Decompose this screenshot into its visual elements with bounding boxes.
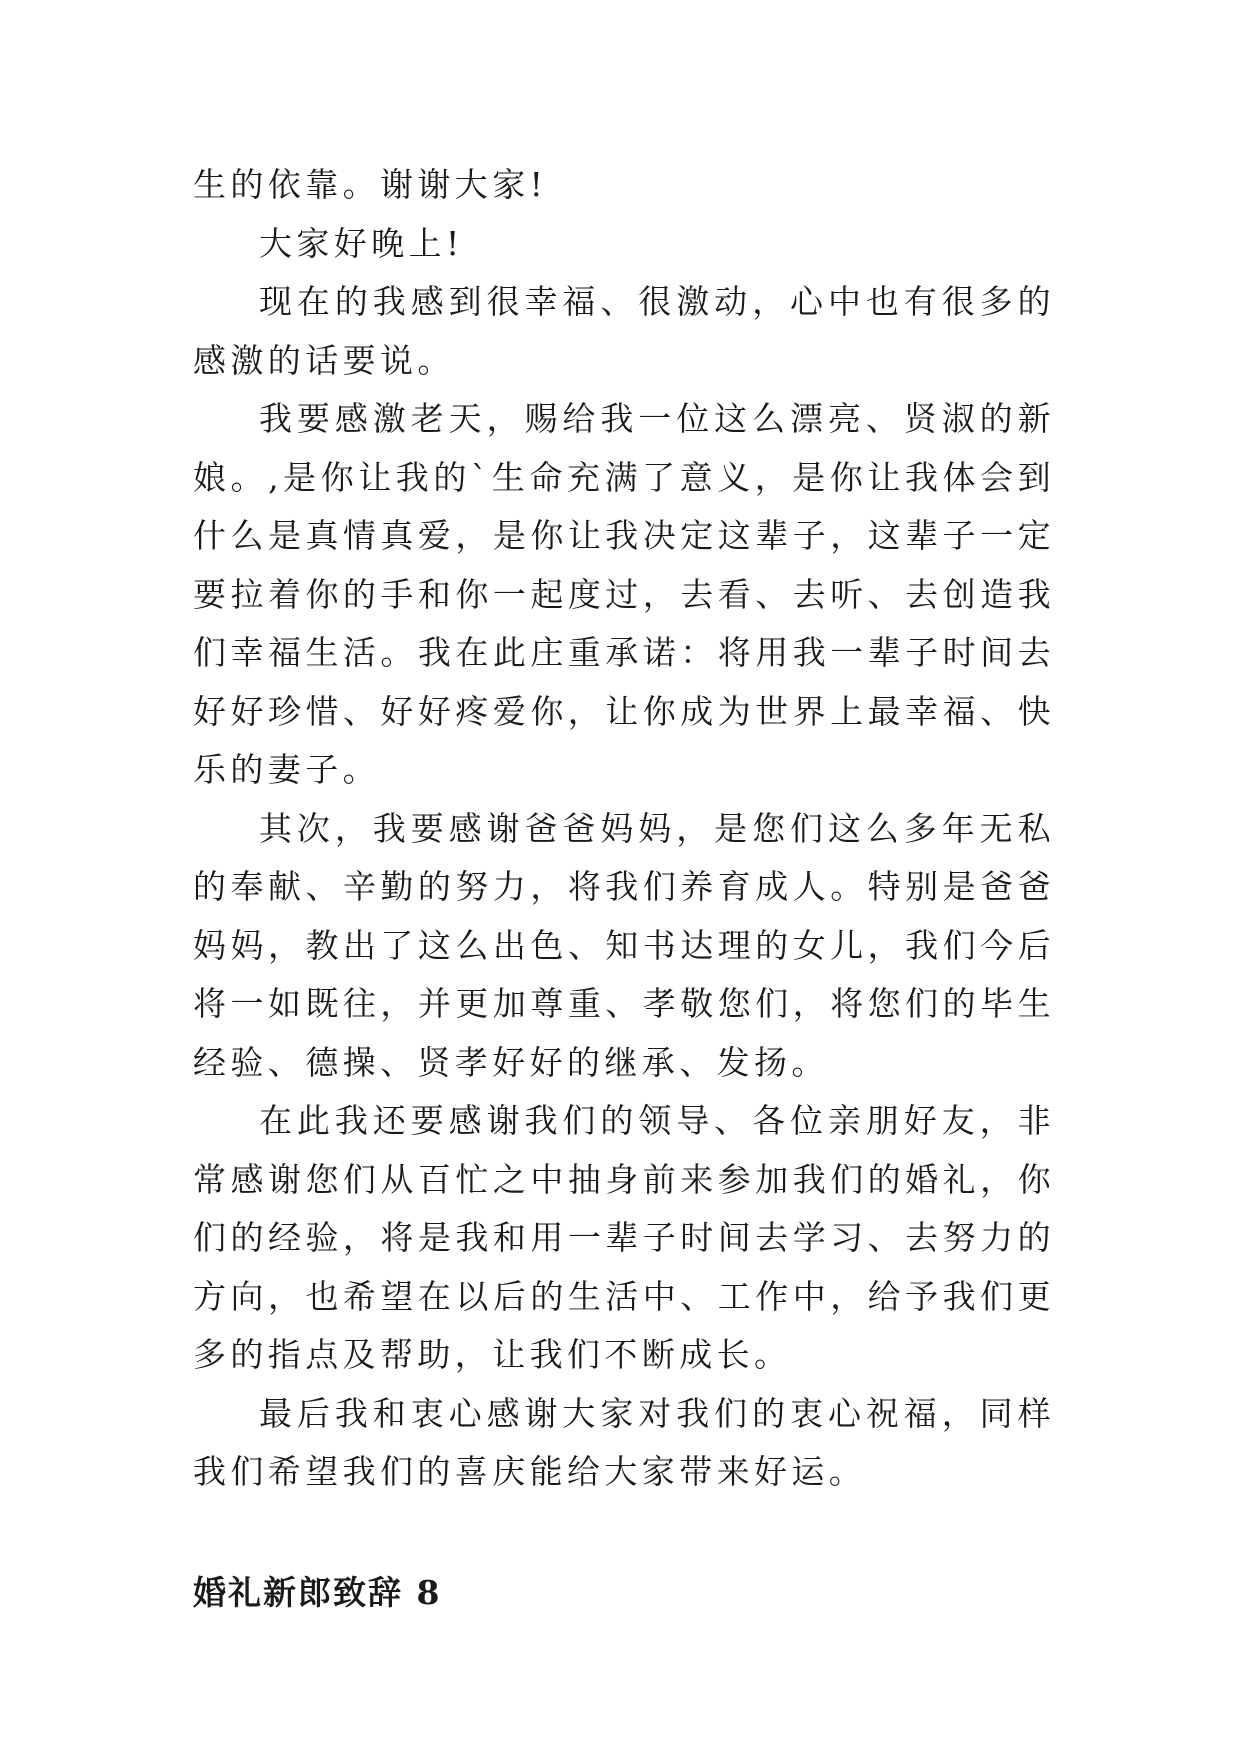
paragraph-thanks-parents <box>193 800 1055 1093</box>
text-line: 承诺：将用我一辈子时间去好好珍惜、好好疼爱你，让你成 <box>193 633 1055 731</box>
text-line: 是我和用一辈子时间去学习、去努力的方向，也希望在以后 <box>193 1218 1055 1316</box>
text-line: 么出色、知书达理的女儿，我们今后将一如既往，并更加尊 <box>193 925 1055 1023</box>
paragraph-thanks-guests <box>193 1092 1055 1385</box>
document-page <box>193 156 1055 1622</box>
section-heading: 婚礼新郎致辞 8 <box>193 1572 442 1612</box>
text-line: 的生活中、工作中，给予我们更多的指点及帮助，让我们不 <box>193 1276 1055 1374</box>
text-line: 真爱，是你让我决定这辈子，这辈子一定要拉着你的手和你 <box>193 516 1056 614</box>
text-line: 我要感激老天，赐给我一位这么漂亮、贤淑的新娘。, <box>193 399 1055 497</box>
paragraph-greeting <box>193 215 1055 274</box>
text-line: 断成长。 <box>641 1335 792 1374</box>
text-line: 话要说。 <box>305 340 455 380</box>
text-line: 大家好晚上! <box>259 223 464 263</box>
text-line: 为世界上最幸福、快乐的妻子。 <box>193 691 1055 789</box>
text-line: 其次，我要感谢爸爸妈妈，是您们这么多年无私的奉献、 <box>193 808 1055 906</box>
text-line: 现在的我感到很幸福、很激动，心中也有很多的感激的 <box>193 282 1055 380</box>
paragraph-final-wishes <box>193 1385 1055 1502</box>
text-line: 重、孝敬您们，将您们的毕生经验、德操、贤孝好好的继承、 <box>193 984 1056 1082</box>
text-line: 一起度过，去看、去听、去创造我们幸福生活。我在此庄重 <box>193 574 1056 672</box>
paragraph-thanks-bride <box>193 390 1055 800</box>
text-line: 发扬。 <box>716 1042 829 1082</box>
text-line: 望我们的喜庆能给大家带来好运。 <box>305 1452 867 1491</box>
text-line: 是你让我的`生命充满了意义，是你让我体会到什么是真情 <box>193 457 1055 555</box>
text-line: 最后我和衷心感谢大家对我们的衷心祝福，同样我们希 <box>193 1393 1055 1491</box>
text-line: 生的依靠。谢谢大家! <box>193 165 548 204</box>
text-line: 您们从百忙之中抽身前来参加我们的婚礼，你们的经验，将 <box>193 1159 1056 1257</box>
text-line: 在此我还要感谢我们的领导、各位亲朋好友，非常感谢 <box>193 1101 1055 1199</box>
paragraph-closing-continuation <box>193 156 1055 215</box>
paragraph-feelings <box>193 273 1055 390</box>
text-line: 辛勤的努力，将我们养育成人。特别是爸爸妈妈，教出了这 <box>193 867 1055 965</box>
